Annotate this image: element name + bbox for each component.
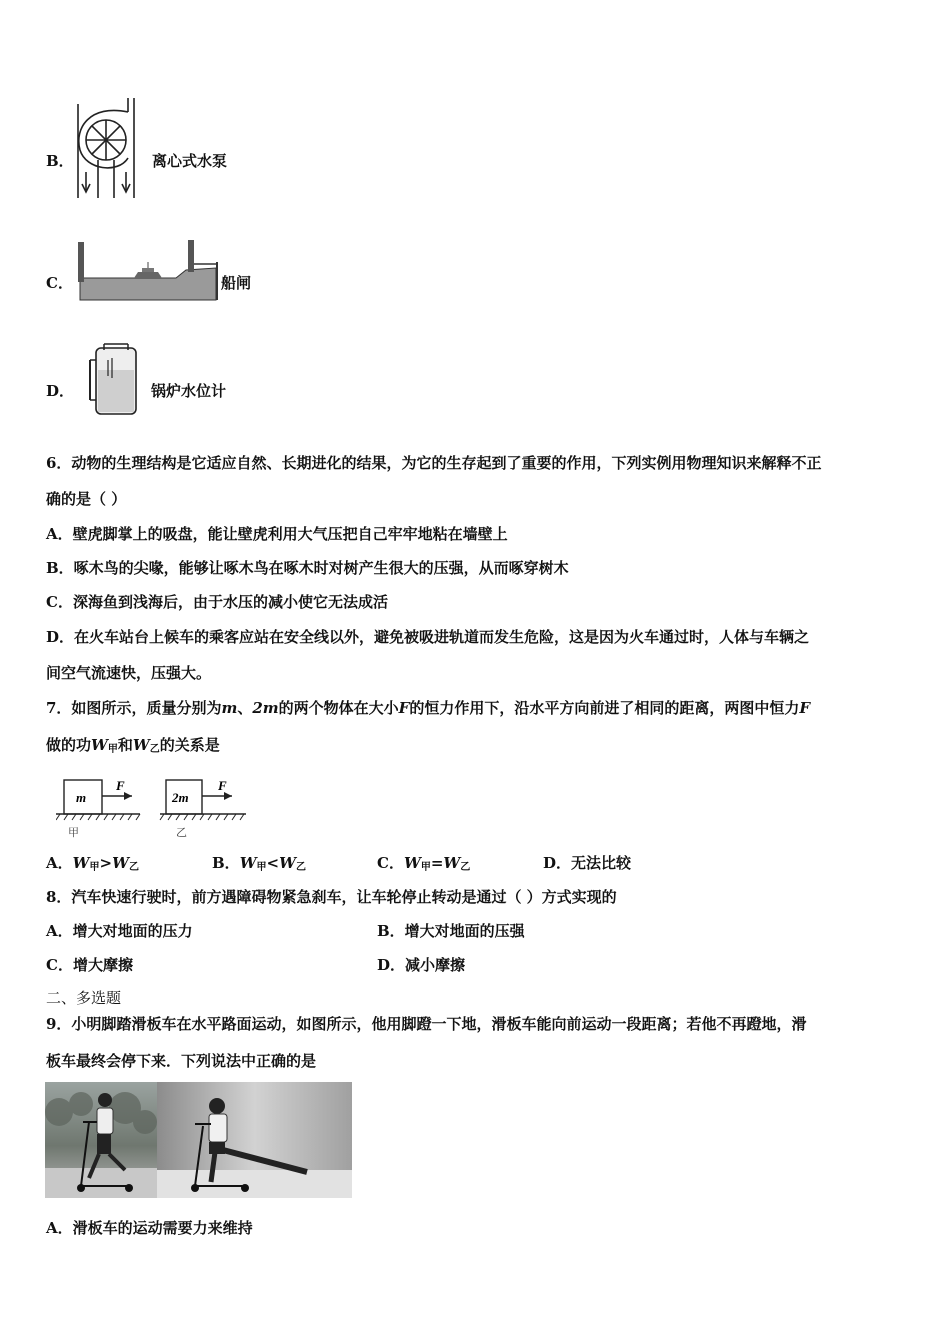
q7-option-a: A．$W_甲>W_乙$	[46, 854, 139, 873]
q7-fig-right-mass: 2m	[172, 790, 189, 805]
q8-option-c: C．增大摩擦	[46, 956, 133, 974]
q9-stem-line1: 9．小明脚踏滑板车在水平路面运动，如图所示，他用脚蹬一下地，滑板车能向前运动一段距离；若他不再蹬地，滑	[46, 1015, 807, 1033]
q7-stem-line2: 做的功$W_甲$和$W_乙$的关系是	[46, 736, 220, 755]
option-b-text: 离心式水泵	[152, 152, 228, 170]
q9-option-a: A．滑板车的运动需要力来维持	[46, 1219, 253, 1237]
option-c-text: 船闸	[221, 274, 252, 292]
scooter-photo	[45, 1082, 352, 1198]
q6-stem-line1: 6．动物的生理结构是它适应自然、长期进化的结果，为它的生存起到了重要的作用，下列实例用物理知识来解释不正	[46, 454, 822, 472]
q6-option-c: C．深海鱼到浅海后，由于水压的减小使它无法成活	[46, 593, 388, 611]
q8-option-b: B．增大对地面的压强	[377, 922, 525, 940]
option-c-label: C．	[46, 274, 73, 292]
q6-option-d-line2: 间空气流速快，压强大。	[46, 664, 212, 682]
option-b-label: B．	[46, 152, 74, 170]
scooter-photo-drawing	[45, 1082, 352, 1198]
boiler-gauge-figure	[80, 340, 146, 418]
option-d-label: D．	[46, 382, 75, 400]
section-heading: 二、多选题	[46, 989, 122, 1007]
option-d-text: 锅炉水位计	[151, 382, 227, 400]
q8-option-a: A．增大对地面的压力	[46, 922, 193, 940]
q7-fig-left-caption: 甲	[68, 826, 79, 839]
q7-fig-left-mass: m	[76, 790, 87, 805]
q6-stem-line2: 确的是（ ）	[46, 490, 127, 508]
q6-option-b: B．啄木鸟的尖喙，能够让啄木鸟在啄木时对树产生很大的压强，从而啄穿树木	[46, 559, 569, 577]
q7-force-figure	[56, 774, 252, 842]
q7-option-d: D．无法比较	[543, 854, 632, 872]
q8-stem: 8．汽车快速行驶时，前方遇障碍物紧急刹车，让车轮停止转动是通过（ ）方式实现的	[46, 888, 617, 906]
ship-lock-figure	[76, 238, 218, 302]
q9-stem-line2: 板车最终会停下来．下列说法中正确的是	[46, 1052, 317, 1070]
q8-option-d: D．减小摩擦	[377, 956, 466, 974]
q6-option-a: A．壁虎脚掌上的吸盘，能让壁虎利用大气压把自己牢牢地粘在墙壁上	[46, 525, 508, 543]
centrifugal-pump-figure	[70, 98, 145, 200]
q7-stem-line1: 7．如图所示，质量分别为m、2m的两个物体在大小F的恒力作用下，沿水平方向前进了相同的距离，两图中恒力F	[46, 699, 810, 717]
q6-option-d-line1: D．在火车站台上候车的乘客应站在安全线以外，避免被吸进轨道而发生危险，这是因为火车通过时，人体与车辆之	[46, 628, 810, 646]
q7-option-c: C．$W_甲=W_乙$	[377, 854, 471, 873]
q7-option-b: B．$W_甲<W_乙$	[212, 854, 306, 873]
q7-fig-right-caption: 乙	[176, 826, 187, 839]
q7-fig-left-force: F	[116, 778, 125, 793]
q7-fig-right-force: F	[218, 778, 227, 793]
